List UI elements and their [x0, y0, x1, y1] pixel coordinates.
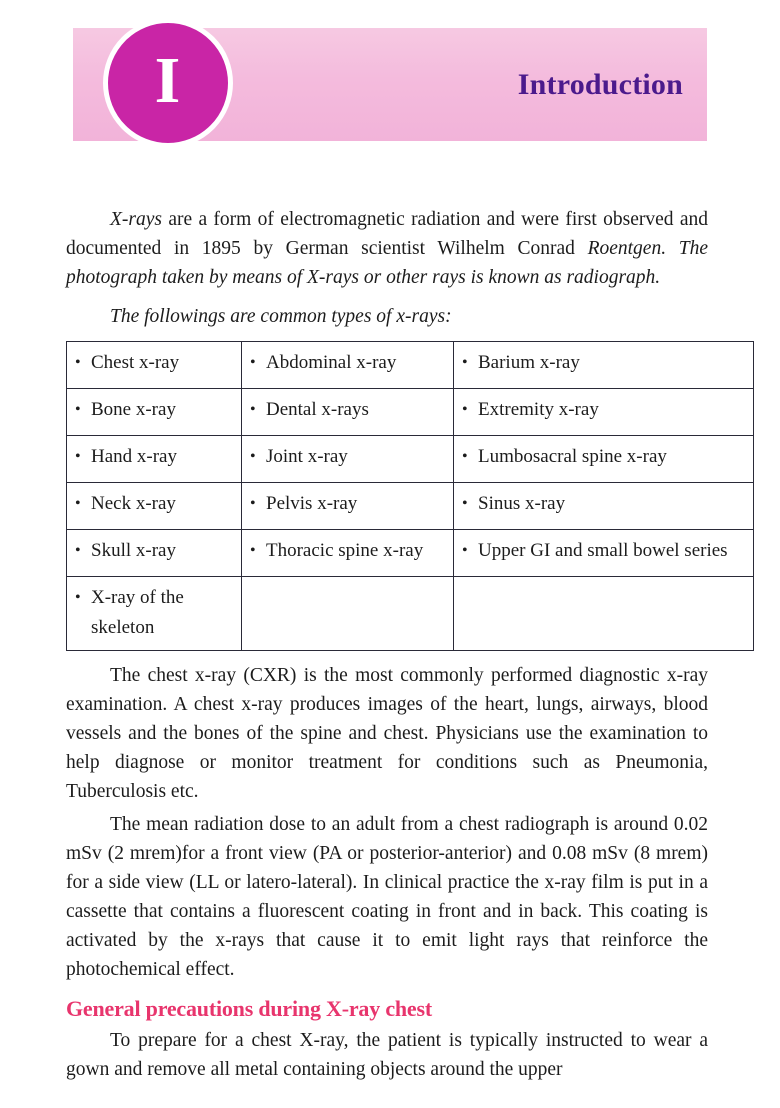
section-heading-precautions: General precautions during X-ray chest: [66, 996, 432, 1021]
table-cell: [242, 483, 454, 530]
table-cell-empty: [454, 577, 754, 651]
intro-italic-lead: X-rays: [110, 209, 162, 230]
xray-types-table-body: [67, 342, 754, 651]
bullet-icon: •: [462, 495, 468, 512]
chest-xray-paragraph: The chest x-ray (CXR) is the most commonly performed diagnostic x-ray examination. A chest x-ray produces images of the heart, lungs, airways, blood vessels and the bones of the spine and chest. Physicians use the examination to help diagnose or monitor treatment for conditions such as Pneumonia, Tuberculosis etc.: [66, 665, 708, 802]
bullet-icon: •: [250, 448, 256, 465]
table-cell: [242, 436, 454, 483]
table-cell-label: Pelvis x-ray: [266, 493, 358, 514]
chapter-number-label: I: [154, 44, 182, 117]
table-cell-label: Thoracic spine x-ray: [266, 540, 424, 561]
chapter-header: [73, 28, 707, 141]
bullet-icon: •: [75, 354, 81, 371]
intro-paragraph: [66, 205, 708, 292]
chapter-number-badge: [103, 18, 233, 148]
bullet-icon: •: [75, 495, 81, 512]
bullet-icon: •: [462, 401, 468, 418]
intro-italic-tail: Roentgen. The photograph taken by means of X-rays or other rays is known as radiograph.: [66, 238, 708, 288]
table-cell: [454, 436, 754, 483]
intro-roman-text: are a form of electromagnetic radiation and were first observed and documented in 1895 by German scientist Wilhelm Conrad: [66, 209, 708, 259]
document-content: [66, 205, 728, 1088]
bullet-icon: •: [75, 401, 81, 418]
table-cell: [454, 530, 754, 577]
table-cell-label: Hand x-ray: [91, 446, 177, 467]
table-cell: [454, 389, 754, 436]
table-cell-label: Barium x-ray: [478, 352, 580, 373]
table-cell: [454, 483, 754, 530]
preparation-paragraph: To prepare for a chest X-ray, the patient is typically instructed to wear a gown and remove all metal containing objects around the upper: [66, 1030, 708, 1080]
table-cell: [67, 577, 242, 651]
table-cell-label: Sinus x-ray: [478, 493, 566, 514]
table-row: [67, 342, 754, 389]
table-cell: [67, 530, 242, 577]
bullet-icon: •: [250, 354, 256, 371]
table-row: [67, 436, 754, 483]
table-cell-label: Dental x-rays: [266, 399, 369, 420]
table-cell: [242, 530, 454, 577]
bullet-icon: •: [462, 448, 468, 465]
table-cell: [67, 483, 242, 530]
table-cell: [242, 389, 454, 436]
table-cell-label: Extremity x-ray: [478, 399, 599, 420]
bullet-icon: •: [250, 401, 256, 418]
bullet-icon: •: [250, 495, 256, 512]
bullet-icon: •: [462, 542, 468, 559]
table-lead-in-text: The followings are common types of x-rays:: [110, 306, 452, 327]
bullet-icon: •: [250, 542, 256, 559]
table-row: [67, 577, 754, 651]
table-cell: [67, 342, 242, 389]
table-cell: [67, 436, 242, 483]
table-cell-label: Neck x-ray: [91, 493, 176, 514]
table-cell: [67, 389, 242, 436]
table-cell: [242, 342, 454, 389]
bullet-icon: •: [75, 589, 81, 606]
table-cell-label: Chest x-ray: [91, 352, 180, 373]
table-cell-label: Lumbosacral spine x-ray: [478, 446, 667, 467]
table-row: [67, 389, 754, 436]
table-cell-label: Upper GI and small bowel series: [478, 540, 728, 561]
table-cell-label: Abdominal x-ray: [266, 352, 397, 373]
xray-types-table: [66, 341, 754, 651]
radiation-dose-paragraph: The mean radiation dose to an adult from a chest radiograph is around 0.02 mSv (2 mrem)for a front view (PA or posterior-anterior) and 0.08 mSv (8 mrem) for a side view (LL or latero-lateral). In clinical practice the x-ray film is put in a cassette that contains a fluorescent coating in front and in back. This coating is activated by the x-rays that cause it to emit light rays that reinforce the photochemical effect.: [66, 814, 708, 980]
page-title: Introduction: [517, 67, 683, 101]
table-cell-label: Joint x-ray: [266, 446, 348, 467]
bullet-icon: •: [75, 448, 81, 465]
table-cell-label: Bone x-ray: [91, 399, 176, 420]
bullet-icon: •: [462, 354, 468, 371]
table-cell-label: Skull x-ray: [91, 540, 176, 561]
table-row: [67, 530, 754, 577]
bullet-icon: •: [75, 542, 81, 559]
table-cell-empty: [242, 577, 454, 651]
table-cell-label: X-ray of the skeleton: [91, 587, 184, 638]
table-cell: [454, 342, 754, 389]
table-row: [67, 483, 754, 530]
